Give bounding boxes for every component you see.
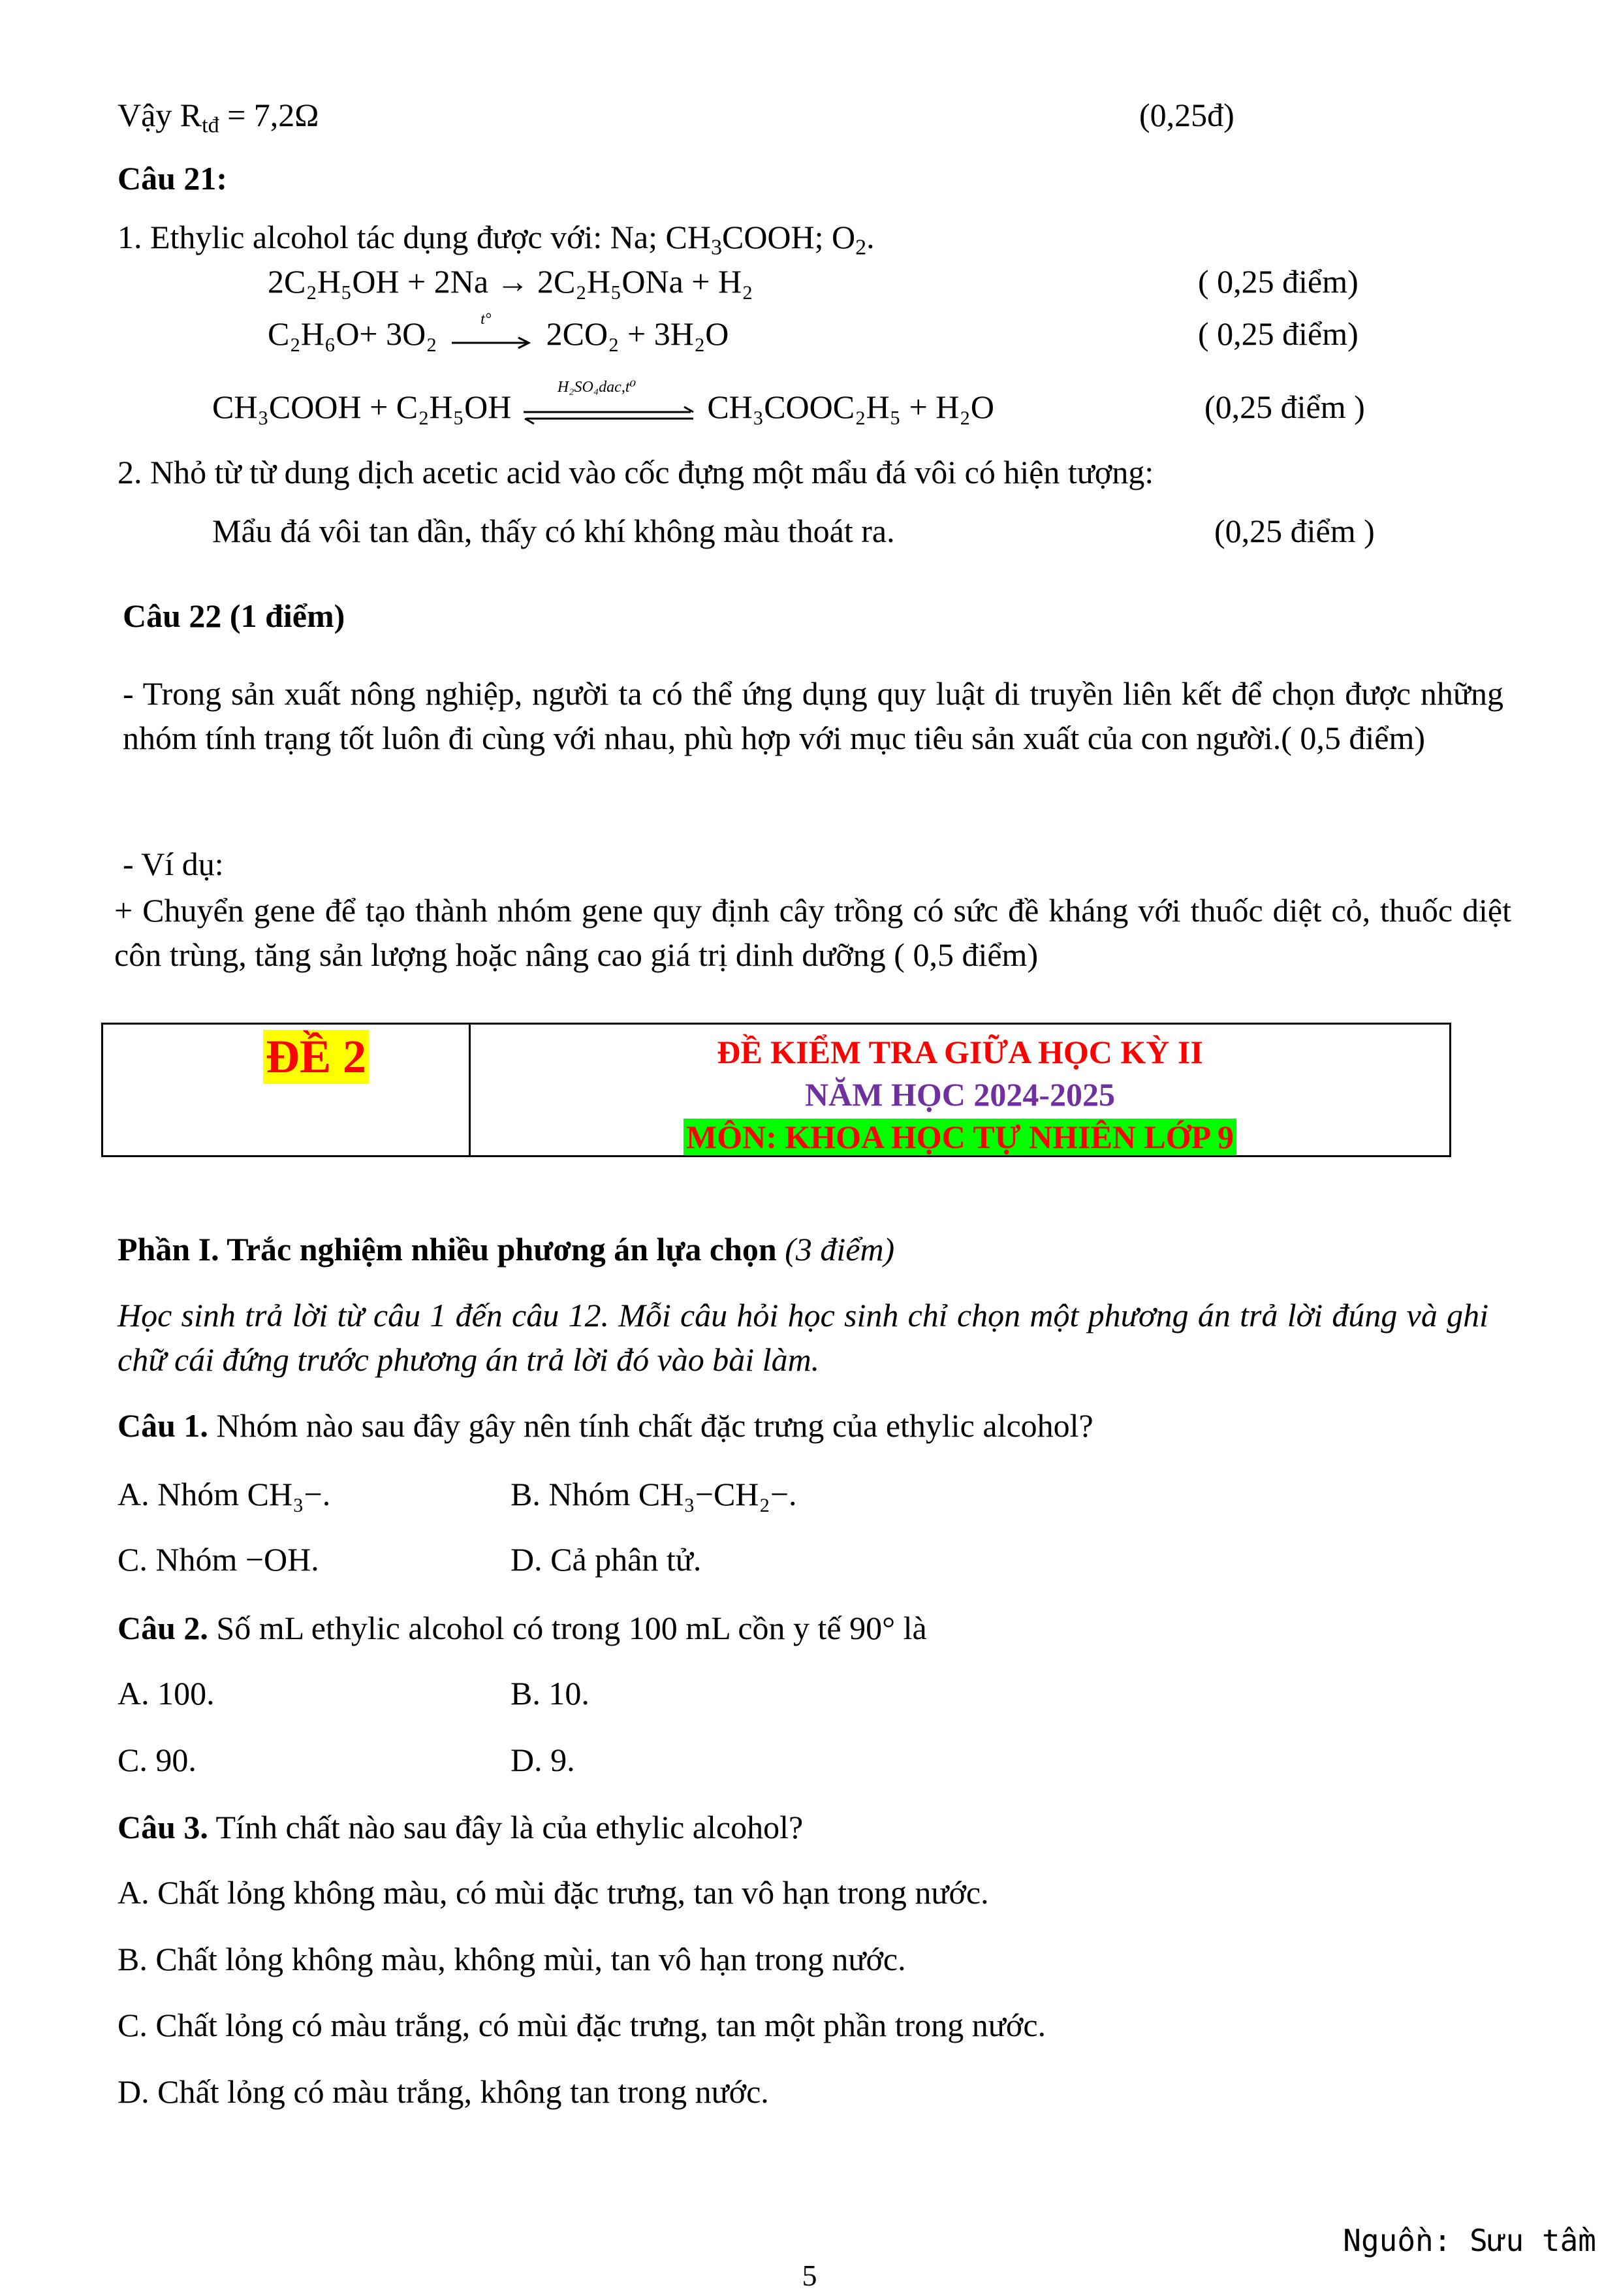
q21-eq3-score: (0,25 điểm ): [1204, 389, 1365, 425]
q22-para1: - Trong sản xuất nông nghiệp, người ta có thể ứng dụng quy luật di truyền liên kết để chọn được những nhóm tính trạng tốt luôn đi cùng với nhau, phù hợp với mục tiêu sản xuất của con người.( 0,5 điểm): [123, 675, 1503, 756]
rtd-line: [118, 93, 319, 138]
source-note: Nguồn: Sưu tầm: [1343, 2223, 1596, 2258]
q2-option-a: A. 100.: [118, 1675, 215, 1712]
q1-option-b: B. Nhóm CH₃−CH₂−.: [511, 1476, 797, 1512]
q21-eq3-condition: H₂SO₄dac,t⁰: [557, 378, 637, 396]
q21-eq2-condition: t°: [480, 310, 492, 328]
q21-item2-answer: Mẩu đá vôi tan dần, thấy có khí không màu thoát ra.: [212, 513, 895, 549]
rtd-subscript: tđ: [202, 113, 219, 138]
question-3-label: Câu 3.: [118, 1809, 208, 1845]
rtd-value: = 7,2Ω: [219, 97, 319, 133]
exam-subject: MÔN: KHOA HỌC TỰ NHIÊN LỚP 9: [684, 1119, 1236, 1155]
rtd-label: Vậy R: [118, 97, 202, 133]
q21-item1-text: 1. Ethylic alcohol tác dụng được với: Na; CH: [118, 219, 711, 255]
q21-eq1: 2C₂H₅OH + 2Na → 2C₂H₅ONa + H₂: [268, 263, 753, 300]
q1-option-d: D. Cả phân tử.: [511, 1541, 702, 1578]
right-arrow-icon: [449, 318, 534, 357]
q21-eq2-right: 2CO₂ + 3H₂O: [546, 315, 729, 352]
q21-item1: [118, 215, 875, 260]
q21-item1-tail: COOH; O: [721, 219, 856, 255]
exam-number: ĐỀ 2: [263, 1030, 369, 1084]
question-1-label: Câu 1.: [118, 1407, 208, 1444]
exam-year: NĂM HỌC 2024-2025: [805, 1076, 1115, 1113]
q2-option-b: B. 10.: [511, 1675, 589, 1712]
question-2-label: Câu 2.: [118, 1610, 208, 1646]
q21-eq3-right: CH₃COOC₂H₅ + H₂O: [707, 389, 994, 425]
q1-option-a: A. Nhóm CH₃−.: [118, 1476, 331, 1512]
part1-instructions: Học sinh trả lời từ câu 1 đến câu 12. Mỗi câu hỏi học sinh chỉ chọn một phương án trả lời đúng và ghi chữ cái đứng trước phương án trả lời đó vào bài làm.: [118, 1297, 1488, 1378]
exam-header-box: [101, 1023, 1451, 1157]
q21-item1-period: .: [866, 219, 875, 255]
q21-eq2-score: ( 0,25 điểm): [1198, 315, 1359, 352]
equilibrium-arrow-icon: [520, 391, 699, 430]
q21-eq3: [212, 378, 994, 430]
q2-option-d: D. 9.: [511, 1742, 575, 1778]
q21-eq3-left: CH₃COOH + C₂H₅OH: [212, 389, 512, 425]
q21-item2-score: (0,25 điểm ): [1214, 513, 1375, 549]
q1-option-c: C. Nhóm −OH.: [118, 1541, 319, 1578]
q21-eq2-arrow: [449, 310, 534, 357]
q21-title: Câu 21:: [118, 160, 228, 197]
part1-heading: [118, 1228, 894, 1272]
part1-title: Phần I. Trắc nghiệm nhiều phương án lựa chọn: [118, 1231, 777, 1268]
q22-example: + Chuyển gene để tạo thành nhóm gene quy định cây trồng có sức đề kháng với thuốc diệt cỏ, thuốc diệt côn trùng, tăng sản lượng hoặc nâng cao giá trị dinh dưỡng ( 0,5 điểm): [114, 892, 1511, 973]
q21-eq3-arrow: [520, 378, 699, 430]
page-number: 5: [802, 2259, 817, 2292]
q22-title: Câu 22 (1 điểm): [123, 598, 345, 634]
question-2: [118, 1606, 927, 1651]
q3-option-c: C. Chất lỏng có màu trắng, có mùi đặc trưng, tan một phần trong nước.: [118, 2007, 1046, 2043]
question-2-text: Số mL ethylic alcohol có trong 100 mL cồn y tế 90° là: [208, 1610, 927, 1646]
q21-eq1-score: ( 0,25 điểm): [1198, 263, 1359, 300]
q21-item1-sub3: 3: [710, 235, 722, 260]
rtd-score: (0,25đ): [1139, 97, 1234, 133]
q22-example-label: - Ví dụ:: [123, 846, 224, 882]
exam-title: ĐỀ KIỂM TRA GIỮA HỌC KỲ II: [717, 1034, 1203, 1070]
q21-item1-sub2: 2: [855, 235, 867, 260]
question-3: [118, 1806, 803, 1850]
exam-number-cell: [103, 1025, 471, 1155]
q3-option-a: A. Chất lỏng không màu, có mùi đặc trưng, tan vô hạn trong nước.: [118, 1874, 989, 1911]
part1-points: (3 điểm): [785, 1231, 895, 1268]
question-3-text: Tính chất nào sau đây là của ethylic alcohol?: [208, 1809, 804, 1845]
q3-option-d: D. Chất lỏng có màu trắng, không tan trong nước.: [118, 2073, 769, 2110]
q21-eq2: [268, 312, 729, 357]
exam-title-cell: [471, 1025, 1449, 1155]
question-1-text: Nhóm nào sau đây gây nên tính chất đặc trưng của ethylic alcohol?: [208, 1407, 1093, 1444]
exam-subject-line: [471, 1116, 1449, 1158]
q21-eq2-left: C₂H₆O+ 3O₂: [268, 315, 437, 352]
q2-option-c: C. 90.: [118, 1742, 196, 1778]
q21-item2: 2. Nhỏ từ từ dung dịch acetic acid vào cốc đựng một mẩu đá vôi có hiện tượng:: [118, 454, 1154, 490]
question-1: [118, 1404, 1093, 1448]
q3-option-b: B. Chất lỏng không màu, không mùi, tan vô hạn trong nước.: [118, 1941, 906, 1977]
